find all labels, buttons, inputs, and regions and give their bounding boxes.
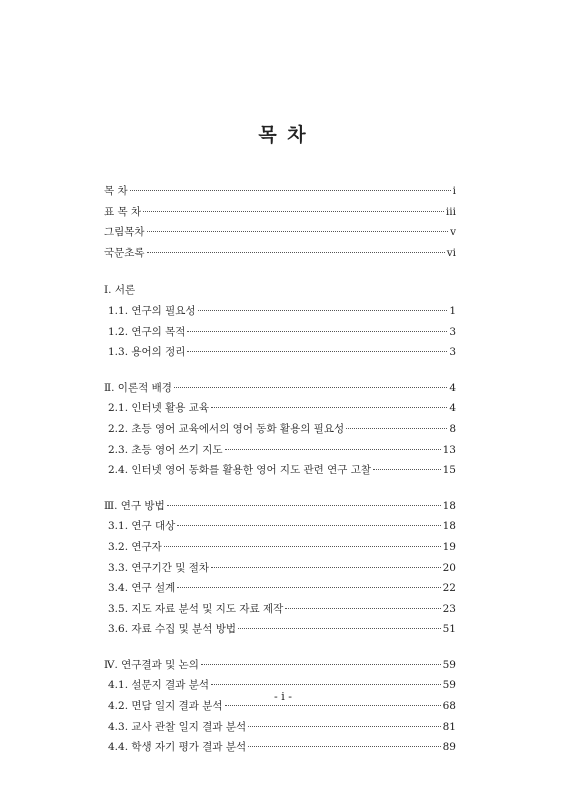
- toc-entry[interactable]: [104, 183, 456, 204]
- toc-page: v: [450, 226, 456, 239]
- dot-leader: [211, 567, 441, 568]
- dot-leader: [167, 505, 441, 506]
- toc-page: iii: [445, 205, 456, 218]
- toc-page: 20: [442, 561, 456, 574]
- toc-label: 1.3. 용어의 정리: [108, 346, 186, 359]
- toc-page: 19: [442, 540, 456, 553]
- toc-page: 13: [442, 443, 456, 456]
- dot-leader: [238, 628, 441, 629]
- toc-page: 59: [442, 658, 456, 671]
- toc-label: 3.6. 자료 수집 및 분석 방법: [108, 623, 237, 636]
- dot-leader: [164, 546, 441, 547]
- toc-entry[interactable]: [104, 324, 456, 345]
- dot-leader: [177, 587, 440, 588]
- toc-entry[interactable]: [104, 739, 456, 760]
- toc-page: 18: [442, 520, 456, 533]
- toc-entry[interactable]: [104, 303, 456, 324]
- toc-page: 89: [442, 741, 456, 754]
- toc-page: 1: [449, 304, 456, 317]
- toc-page: 3: [449, 325, 456, 338]
- toc-label: 2.3. 초등 영어 쓰기 지도: [108, 443, 223, 456]
- toc-label: 2.2. 초등 영어 교육에서의 영어 동화 활용의 필요성: [108, 422, 345, 435]
- dot-leader: [143, 211, 444, 212]
- toc-label: 3.5. 지도 자료 분석 및 지도 자료 제작: [108, 602, 284, 615]
- toc-chapter[interactable]: [104, 657, 456, 678]
- page-number: - ⅰ -: [274, 690, 292, 703]
- dot-leader: [248, 726, 440, 727]
- toc-entry[interactable]: [104, 518, 456, 539]
- page-title: 목 차: [258, 124, 308, 146]
- toc-entry[interactable]: [104, 580, 456, 601]
- dot-leader: [187, 331, 447, 332]
- dot-leader: [373, 469, 441, 470]
- toc-label: 4.2. 면담 일지 결과 분석: [108, 700, 223, 713]
- table-of-contents: [104, 183, 456, 760]
- dot-leader: [211, 407, 447, 408]
- toc-page: vi: [446, 246, 456, 259]
- toc-entry[interactable]: [104, 621, 456, 642]
- toc-label: 4.3. 교사 관찰 일지 결과 분석: [108, 720, 247, 733]
- dot-leader: [346, 428, 447, 429]
- dot-leader: [198, 310, 448, 311]
- dot-leader: [201, 664, 441, 665]
- dot-leader: [285, 608, 440, 609]
- dot-leader: [177, 525, 440, 526]
- toc-entry[interactable]: [104, 400, 456, 421]
- toc-entry[interactable]: [104, 442, 456, 463]
- dot-leader: [130, 190, 451, 191]
- dot-leader: [147, 231, 448, 232]
- toc-chapter[interactable]: [104, 498, 456, 519]
- toc-page: 59: [442, 679, 456, 692]
- toc-label: 4.4. 학생 자기 평가 결과 분석: [108, 741, 247, 754]
- toc-page: 68: [442, 700, 456, 713]
- toc-label: 3.3. 연구기간 및 절차: [108, 561, 210, 574]
- toc-label: 1.2. 연구의 목적: [108, 325, 186, 338]
- toc-entry[interactable]: [104, 601, 456, 622]
- dot-leader: [225, 449, 441, 450]
- toc-page: 18: [442, 499, 456, 512]
- toc-entry[interactable]: [104, 421, 456, 442]
- toc-label: 2.1. 인터넷 활용 교육: [108, 402, 210, 415]
- toc-entry[interactable]: [104, 224, 456, 245]
- toc-label: 3.4. 연구 설계: [108, 582, 176, 595]
- toc-page: 4: [449, 402, 456, 415]
- dot-leader: [147, 252, 445, 253]
- toc-label: 국문초록: [104, 246, 145, 259]
- toc-page: 4: [449, 381, 456, 394]
- toc-label: Ⅱ. 이론적 배경: [104, 381, 172, 394]
- toc-label: 4.1. 설문지 결과 분석: [108, 679, 210, 692]
- toc-page: 81: [442, 720, 456, 733]
- toc-page: 51: [442, 623, 456, 636]
- toc-entry[interactable]: [104, 245, 456, 266]
- toc-page: 23: [442, 602, 456, 615]
- toc-chapter[interactable]: [104, 282, 456, 303]
- dot-leader: [174, 387, 447, 388]
- toc-entry[interactable]: [104, 560, 456, 581]
- toc-label: 목 차: [104, 185, 128, 197]
- toc-chapter[interactable]: [104, 380, 456, 401]
- toc-label: Ⅰ. 서론: [104, 284, 136, 297]
- toc-page: i: [452, 185, 456, 197]
- toc-entry[interactable]: [104, 344, 456, 365]
- dot-leader: [211, 684, 441, 685]
- toc-page: 22: [442, 582, 456, 595]
- toc-label: 3.1. 연구 대상: [108, 520, 176, 533]
- dot-leader: [248, 746, 440, 747]
- toc-entry[interactable]: [104, 204, 456, 225]
- toc-label: 표 목 차: [104, 205, 142, 218]
- toc-label: 1.1. 연구의 필요성: [108, 304, 196, 317]
- toc-label: Ⅲ. 연구 방법: [104, 499, 165, 512]
- toc-entry[interactable]: [104, 462, 456, 483]
- toc-label: 그림목차: [104, 226, 145, 239]
- toc-entry[interactable]: [104, 719, 456, 740]
- toc-page: 8: [449, 422, 456, 435]
- dot-leader: [187, 351, 447, 352]
- toc-page: 15: [442, 464, 456, 477]
- toc-label: 2.4. 인터넷 영어 동화를 활용한 영어 지도 관련 연구 고찰: [108, 464, 372, 477]
- toc-entry[interactable]: [104, 539, 456, 560]
- toc-label: 3.2. 연구자: [108, 540, 162, 553]
- toc-page: 3: [449, 346, 456, 359]
- toc-label: Ⅳ. 연구결과 및 논의: [104, 658, 199, 671]
- dot-leader: [225, 705, 441, 706]
